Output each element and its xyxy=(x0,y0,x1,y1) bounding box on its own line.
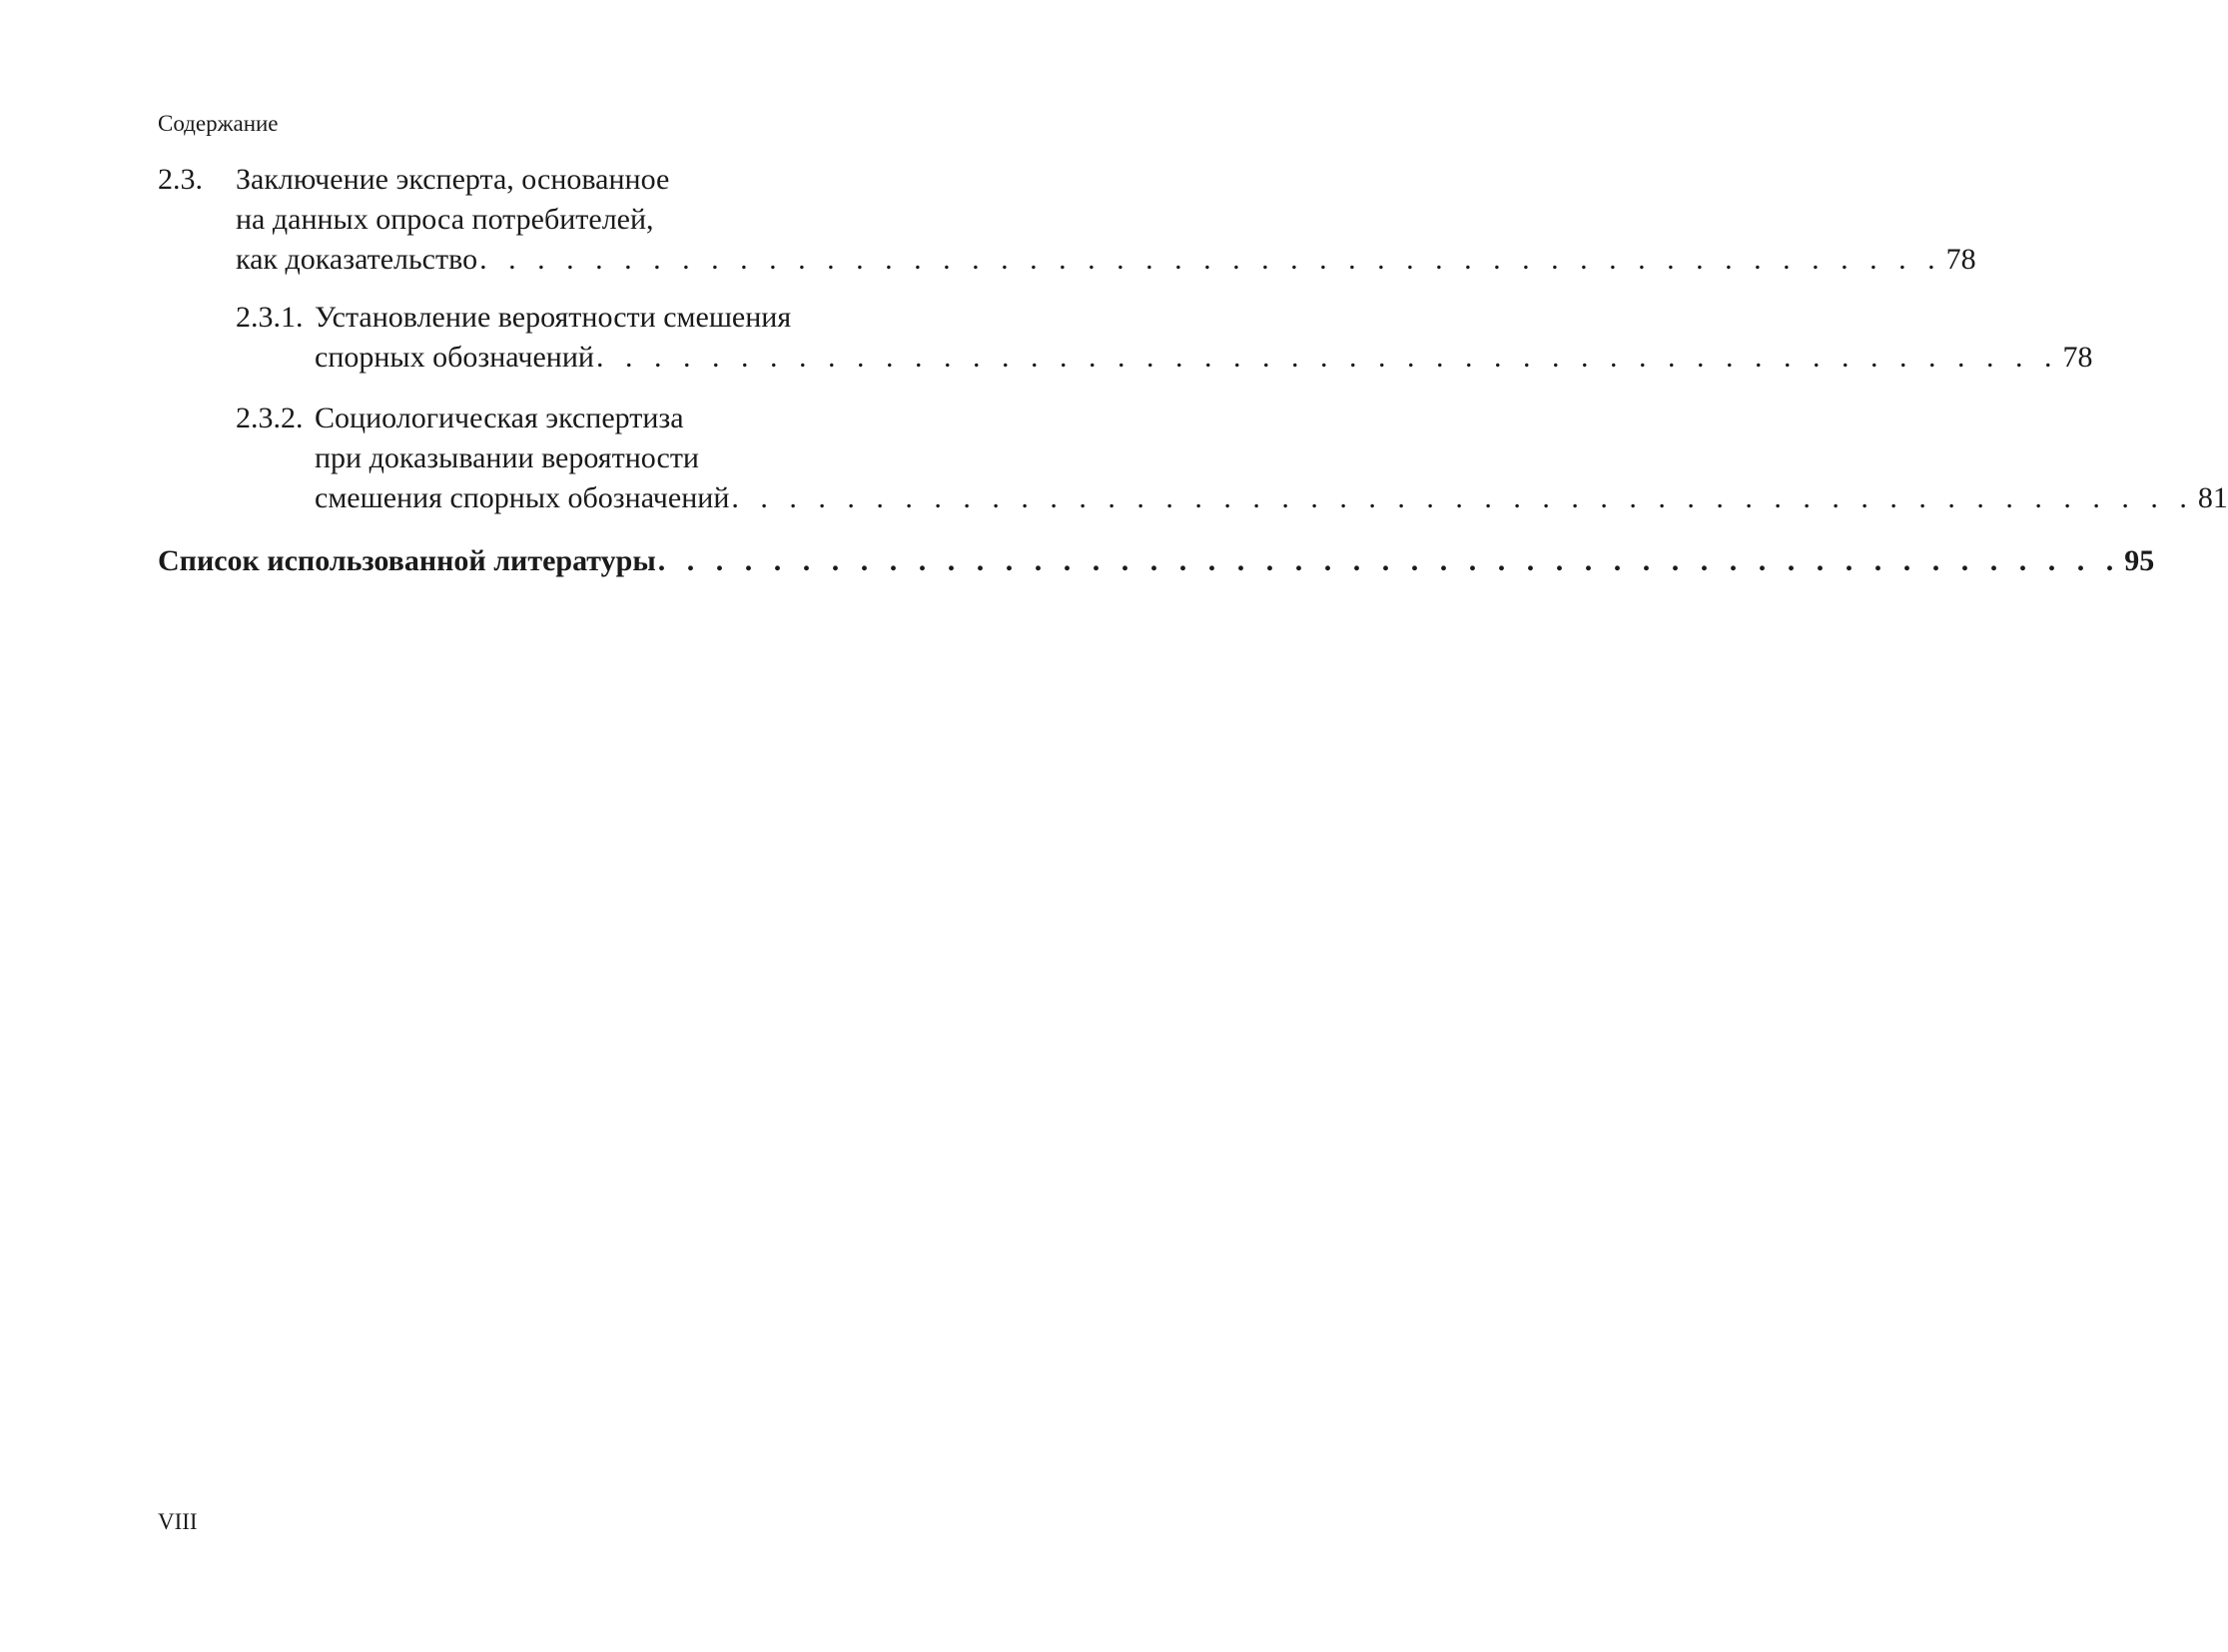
toc-entry-bibliography[interactable] xyxy=(158,541,2155,581)
dot-leader: . . . . . . . . . . . . . . . . . . . . . . . . . . . . . . . . . . . . . . . . . . . . . . . . . . . xyxy=(479,243,1942,276)
dot-leader: . . . . . . . . . . . . . . . . . . . . . . . . . . . . . . . . . . . . . . . . . . . . . . . . . . . xyxy=(595,341,2059,374)
page-folio: VIII xyxy=(158,1509,198,1534)
toc-entry-title-line: Социологическая экспертиза xyxy=(315,402,684,434)
toc-entry-last-line xyxy=(158,541,2155,581)
toc-entry-number: 2.3. xyxy=(158,163,203,196)
toc-entry-title-line: Список использованной литературы xyxy=(158,544,656,577)
dot-leader: . . . . . . . . . . . . . . . . . . . . . . . . . . . . . . . . . . . . . . . . . . . . . . . . . . . xyxy=(657,544,2121,577)
toc-entry-2-3-1[interactable] xyxy=(158,298,2093,378)
toc-entry-page-number: 95 xyxy=(2124,544,2155,577)
toc-entry-last-line xyxy=(315,478,2228,518)
toc-entry-page-number: 81 xyxy=(2197,481,2228,514)
toc-entry-last-line xyxy=(315,338,2093,378)
toc-entry-page-number: 78 xyxy=(2062,341,2093,374)
toc-entry-2-3[interactable] xyxy=(158,160,1976,280)
toc-entry-title-line: спорных обозначений xyxy=(315,341,594,374)
toc-entry-title-line: Установление вероятности смешения xyxy=(315,301,792,334)
toc-entry-title xyxy=(158,541,2155,581)
toc-entry-number: 2.3.2. xyxy=(236,402,304,434)
toc-entry-number: 2.3.1. xyxy=(236,301,304,334)
toc-entry-2-3-2[interactable] xyxy=(158,399,2228,518)
running-head: Содержание xyxy=(158,111,279,136)
toc-entry-title-line: при доказывании вероятности xyxy=(315,441,699,474)
toc-entry-page-number: 78 xyxy=(1945,243,1976,276)
toc-entry-title xyxy=(315,298,2093,378)
toc-entry-title-line: Заключение эксперта, основанное xyxy=(236,163,670,196)
toc-entry-title xyxy=(315,399,2228,518)
toc-entry-title-line: как доказательство xyxy=(236,243,478,276)
dot-leader: . . . . . . . . . . . . . . . . . . . . . . . . . . . . . . . . . . . . . . . . . . . . . . . . . . . xyxy=(731,481,2194,514)
toc-entry-title xyxy=(236,160,1976,280)
toc-entry-title-line: смешения спорных обозначений xyxy=(315,481,730,514)
toc-entry-last-line xyxy=(236,240,1976,280)
table-of-contents xyxy=(158,160,2228,581)
toc-entry-title-line: на данных опроса потребителей, xyxy=(236,203,654,236)
